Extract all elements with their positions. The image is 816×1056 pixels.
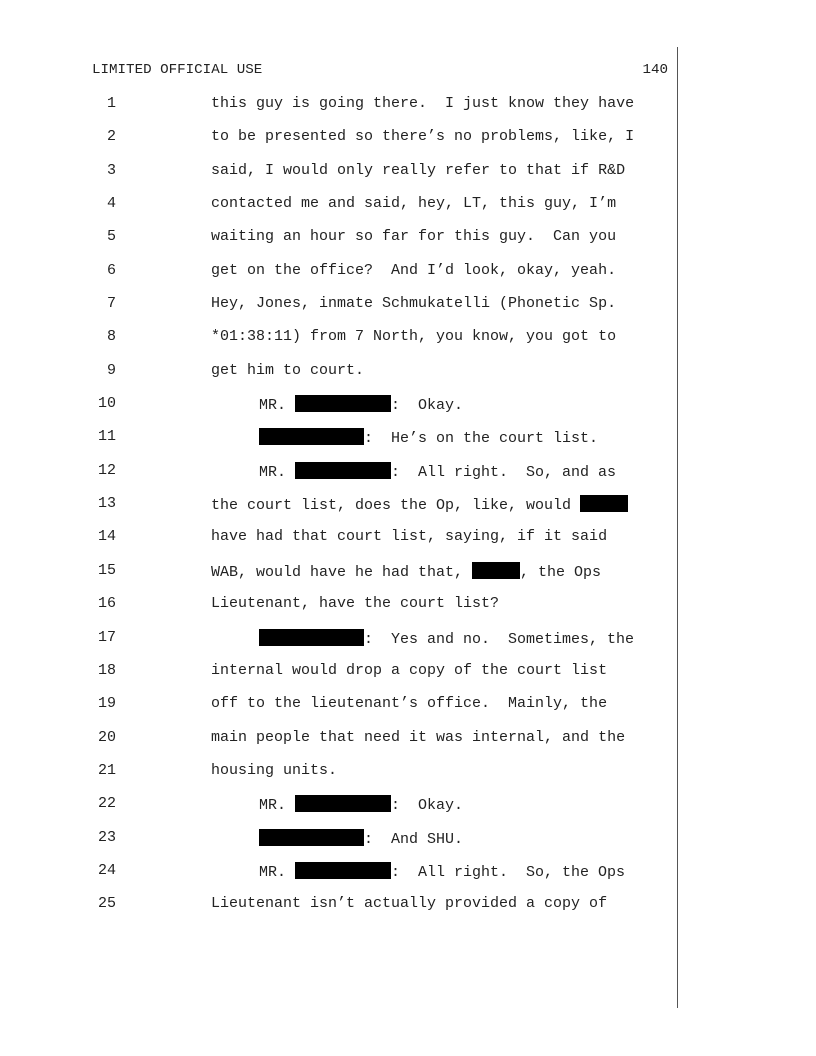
line-number: 23 — [97, 828, 116, 846]
transcript-line — [0, 462, 680, 495]
transcript-line — [0, 95, 680, 128]
transcript-body — [0, 95, 680, 929]
transcript-line — [0, 895, 680, 928]
transcript-line — [0, 662, 680, 695]
transcript-line — [0, 762, 680, 795]
line-text: to be presented so there’s no problems, like, I — [211, 128, 635, 146]
line-text: internal would drop a copy of the court list — [211, 661, 608, 679]
line-text: : Okay. — [391, 797, 464, 815]
redaction-box — [580, 495, 628, 512]
line-number: 14 — [97, 528, 116, 546]
transcript-line — [0, 428, 680, 461]
speaker-line — [259, 829, 463, 849]
line-number: 17 — [97, 628, 116, 646]
line-text: have had that court list, saying, if it said — [211, 528, 608, 546]
redaction-box — [259, 829, 364, 846]
line-number: 3 — [106, 161, 116, 179]
speaker-line — [259, 795, 463, 815]
line-number: 19 — [97, 695, 116, 713]
speaker-line — [259, 462, 616, 482]
line-text: get him to court. — [211, 361, 365, 379]
line-number: 11 — [97, 428, 116, 446]
line-text: Hey, Jones, inmate Schmukatelli (Phonetic Sp. — [211, 295, 617, 313]
redaction-box — [295, 795, 391, 812]
line-number: 15 — [97, 561, 116, 579]
line-number: 7 — [106, 295, 116, 313]
line-text: : All right. So, and as — [391, 463, 617, 481]
transcript-line — [0, 795, 680, 828]
transcript-line — [0, 562, 680, 595]
line-text: said, I would only really refer to that if R&D — [211, 161, 626, 179]
line-number: 24 — [97, 861, 116, 879]
transcript-line — [0, 829, 680, 862]
transcript-line — [0, 595, 680, 628]
transcript-line — [0, 295, 680, 328]
speaker-line — [259, 395, 463, 415]
transcript-line — [0, 395, 680, 428]
line-number: 18 — [97, 661, 116, 679]
page-number: 140 — [642, 62, 668, 78]
line-number: 12 — [97, 461, 116, 479]
redaction-box — [472, 562, 520, 579]
line-number: 10 — [97, 395, 116, 413]
transcript-line — [0, 195, 680, 228]
line-text-group — [211, 495, 628, 515]
speaker-line — [259, 862, 625, 882]
speaker-title: MR. — [259, 797, 296, 815]
line-number: 6 — [106, 261, 116, 279]
line-number: 16 — [97, 595, 116, 613]
line-number: 21 — [97, 761, 116, 779]
line-number: 9 — [106, 361, 116, 379]
line-text: , the Ops — [520, 563, 602, 581]
line-text: Lieutenant, have the court list? — [211, 595, 500, 613]
line-number: 4 — [106, 195, 116, 213]
speaker-title: MR. — [259, 863, 296, 881]
line-text: contacted me and said, hey, LT, this guy, I’m — [211, 195, 617, 213]
redaction-box — [295, 862, 391, 879]
line-text: main people that need it was internal, and the — [211, 728, 626, 746]
speaker-title: MR. — [259, 397, 296, 415]
redaction-box — [295, 462, 391, 479]
speaker-title: MR. — [259, 463, 296, 481]
line-number: 13 — [97, 495, 116, 513]
transcript-line — [0, 362, 680, 395]
line-text: Lieutenant isn’t actually provided a copy of — [211, 895, 608, 913]
transcript-line — [0, 128, 680, 161]
line-text: the court list, does the Op, like, would — [211, 497, 581, 515]
redaction-box — [259, 428, 364, 445]
speaker-line — [259, 629, 634, 649]
transcript-line — [0, 862, 680, 895]
transcript-line — [0, 162, 680, 195]
speaker-line — [259, 428, 598, 448]
transcript-line — [0, 228, 680, 261]
line-text: waiting an hour so far for this guy. Can you — [211, 228, 617, 246]
line-text: : Okay. — [391, 397, 464, 415]
transcript-line — [0, 328, 680, 361]
line-text: : All right. So, the Ops — [391, 863, 626, 881]
line-number: 1 — [106, 95, 116, 112]
transcript-line — [0, 729, 680, 762]
line-number: 25 — [97, 895, 116, 913]
line-text: WAB, would have he had that, — [211, 563, 473, 581]
transcript-line — [0, 695, 680, 728]
transcript-line — [0, 528, 680, 561]
redaction-box — [259, 629, 364, 646]
line-number: 22 — [97, 795, 116, 813]
line-text: : Yes and no. Sometimes, the — [364, 630, 635, 648]
redaction-box — [295, 395, 391, 412]
classification-marking: LIMITED OFFICIAL USE — [92, 62, 263, 78]
line-number: 20 — [97, 728, 116, 746]
transcript-line — [0, 262, 680, 295]
line-number: 8 — [106, 328, 116, 346]
transcript-line — [0, 629, 680, 662]
line-text: get on the office? And I’d look, okay, yeah. — [211, 261, 617, 279]
line-number: 2 — [106, 128, 116, 146]
line-text-group — [211, 562, 601, 582]
line-text: : And SHU. — [364, 830, 464, 848]
line-text: off to the lieutenant’s office. Mainly, the — [211, 695, 608, 713]
page-header — [92, 62, 668, 80]
line-text: *01:38:11) from 7 North, you know, you got to — [211, 328, 617, 346]
line-text: this guy is going there. I just know they have — [211, 95, 635, 112]
line-text: : He’s on the court list. — [364, 430, 599, 448]
transcript-line — [0, 495, 680, 528]
line-number: 5 — [106, 228, 116, 246]
line-text: housing units. — [211, 761, 338, 779]
